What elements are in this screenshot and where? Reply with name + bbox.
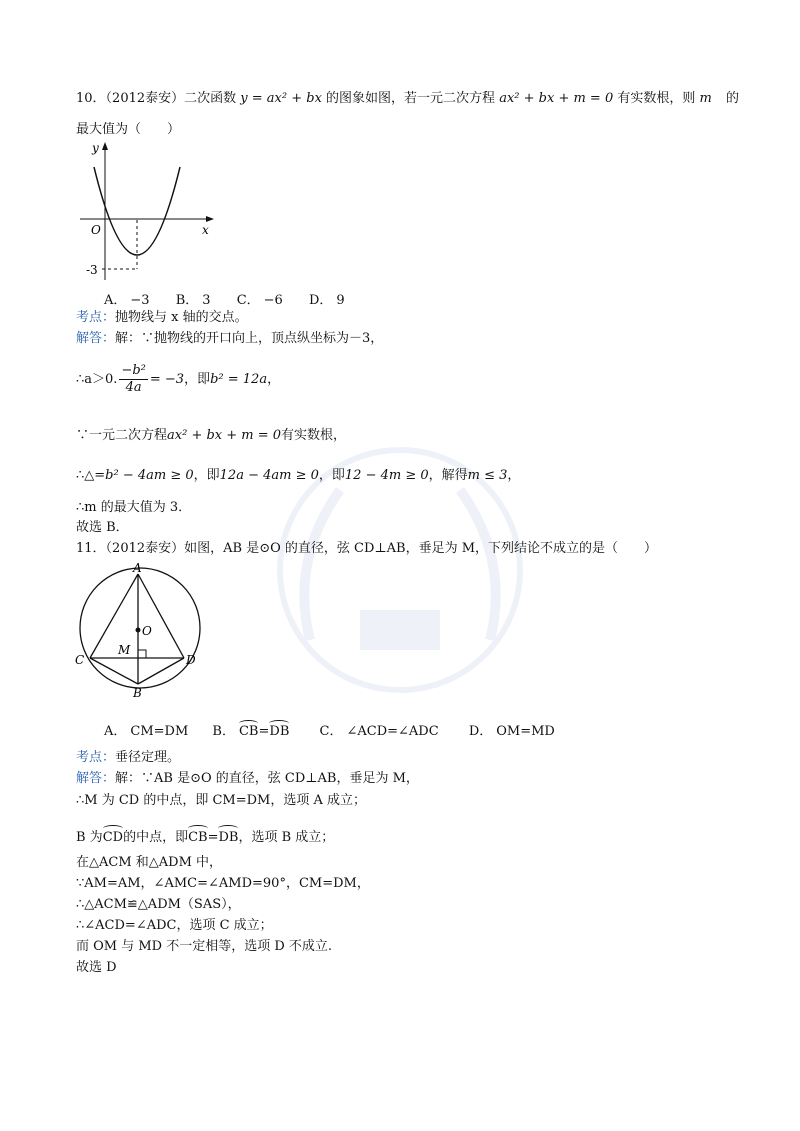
q10-conclusion: 故选 B． — [76, 520, 129, 535]
q10-step3-mid2: ，即 — [318, 468, 345, 483]
q11-step5: ∴△ACM≌△ADM（SAS）， — [76, 897, 241, 912]
q10-text2: 的图象如图，若一元二次方程 — [326, 91, 496, 106]
q11-number: 11． — [76, 541, 106, 556]
q11-s2-mid: 的中点，即 — [123, 830, 189, 845]
q10-option-a: A． −3 — [104, 293, 150, 308]
fig-label-d: D — [186, 653, 196, 667]
q10-step2 — [76, 427, 346, 445]
q10-stem-line2: 最大值为（ ） — [76, 122, 181, 137]
q10-option-c: C． −6 — [236, 293, 283, 308]
q10-step2-post: 有实数根， — [281, 428, 347, 443]
q10-step3 — [76, 467, 520, 485]
q10-var-m: m — [699, 91, 712, 106]
q10-step1-end: ， — [267, 372, 281, 387]
q11-s2-left: CB — [188, 826, 208, 847]
q11-step2 — [76, 826, 334, 847]
q11-jieda-text: 解：∵AB 是⊙O 的直径，弦 CD⊥AB，垂足为 M， — [115, 771, 419, 786]
graph-origin-label: O — [91, 223, 101, 237]
q10-text3: 有实数根，则 — [617, 91, 696, 106]
q10-text4: 的 — [726, 91, 740, 106]
q11-step3: 在△ACM 和△ADM 中， — [76, 855, 223, 870]
graph-y-label: y — [92, 141, 99, 155]
q11-option-b: B． CB=DB — [212, 724, 289, 739]
q11-options — [104, 720, 555, 739]
q11-kaodian-text: 垂径定理。 — [115, 750, 181, 765]
q10-step3-b: 12a − 4am ≥ 0 — [219, 468, 319, 483]
q10-step3-mid3: ，解得 — [428, 468, 468, 483]
q10-options — [104, 289, 345, 308]
q11-conclusion: 故选 D — [76, 960, 117, 975]
q11-text: 如图，AB 是⊙O 的直径，弦 CD⊥AB，垂足为 M，下列结论不成立的是（ ） — [184, 541, 658, 556]
fraction-numerator: −b² — [121, 363, 146, 378]
q10-step1-eq: = −3 — [149, 372, 185, 387]
q11-s2-post: ，选项 B 成立； — [238, 830, 335, 845]
fig-label-m: M — [118, 643, 131, 657]
q11-stem — [76, 540, 657, 558]
q10-jieda — [76, 330, 383, 348]
q10-kaodian-text: 抛物线与 x 轴的交点。 — [115, 310, 248, 325]
q10-step1-post: ，即 — [184, 372, 211, 387]
fig-label-a: A — [133, 561, 142, 575]
fig-label-c: C — [75, 653, 85, 667]
q11-option-d: D． OM=MD — [468, 724, 555, 739]
q10-jieda-text: 解：∵抛物线的开口向上，顶点纵坐标为－3， — [115, 331, 384, 346]
q11-option-c: C． ∠ACD=∠ADC — [319, 724, 439, 739]
q10-step2-pre: ∵一元二次方程 — [76, 428, 168, 443]
q11-step4: ∵AM=AM，∠AMC=∠AMD=90°，CM=DM， — [76, 876, 370, 891]
graph-min-label: -3 — [86, 263, 98, 277]
q11-jieda-label: 解答： — [76, 771, 116, 786]
q10-jieda-label: 解答： — [76, 331, 116, 346]
q10-kaodian-label: 考点： — [76, 310, 116, 325]
q11-step7: 而 OM 与 MD 不一定相等，选项 D 不成立. — [76, 939, 333, 954]
q11-s2-right: DB — [218, 826, 238, 847]
q10-step3-a: b² − 4am ≥ 0 — [105, 468, 194, 483]
q10-step1-pre: ∴a＞0. — [76, 372, 118, 387]
q10-stem-line1 — [76, 90, 739, 108]
q10-step3-d: m ≤ 3 — [467, 468, 508, 483]
q10-step4: ∴m 的最大值为 3． — [76, 500, 192, 515]
graph-x-label: x — [202, 223, 209, 237]
q10-step3-mid1: ，即 — [193, 468, 220, 483]
fig-label-b: B — [133, 686, 142, 700]
q11-source: （2012泰安） — [105, 541, 185, 556]
q11-step6: ∴∠ACD=∠ADC，选项 C 成立； — [76, 918, 273, 933]
q11-step1: ∴M 为 CD 的中点，即 CM=DM，选项 A 成立； — [76, 793, 367, 808]
q11-jieda — [76, 770, 419, 788]
q10-step2-eq: ax² + bx + m = 0 — [167, 428, 282, 443]
q11-option-a: A． CM=DM — [104, 724, 189, 739]
q10-step3-pre: ∴△= — [76, 468, 106, 483]
fraction-denominator: 4a — [125, 380, 142, 395]
fig-label-o: O — [142, 624, 152, 638]
q10-step3-c: 12 − 4m ≥ 0 — [344, 468, 429, 483]
q10-step3-end: ， — [507, 468, 521, 483]
q10-option-b: B． 3 — [175, 293, 211, 308]
q10-source: （2012泰安） — [105, 91, 185, 106]
q11-kaodian-label: 考点： — [76, 750, 116, 765]
q10-parabola-graph — [80, 140, 220, 290]
q10-kaodian — [76, 309, 248, 327]
q10-quad-eq: ax² + bx + m = 0 — [499, 91, 614, 106]
q11-kaodian — [76, 749, 180, 767]
q10-step1-fraction — [119, 363, 147, 396]
q11-circle-figure — [72, 560, 212, 700]
q10-option-d: D． 9 — [308, 293, 345, 308]
q10-step1-result: b² = 12a — [210, 372, 268, 387]
q10-number: 10． — [76, 91, 106, 106]
q11-s2-pre: B 为 — [76, 830, 103, 845]
q11-s2-arc: CD — [103, 826, 123, 847]
q10-text1: 二次函数 — [184, 91, 237, 106]
q11-s2-eq: = — [207, 830, 219, 845]
q10-step1 — [76, 360, 280, 400]
q10-func-eq: y = ax² + bx — [240, 91, 322, 106]
